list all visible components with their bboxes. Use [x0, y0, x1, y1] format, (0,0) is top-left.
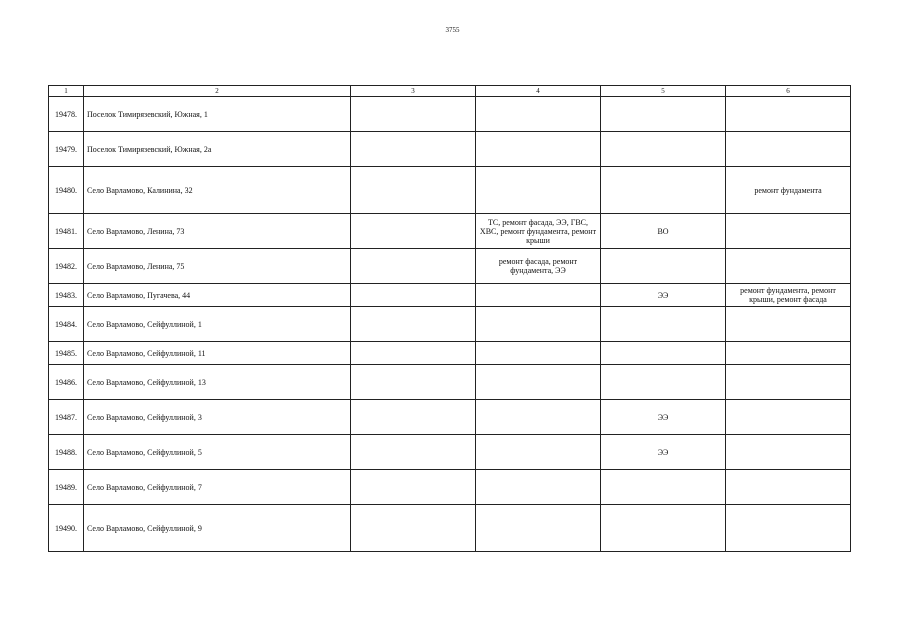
row-col4: [476, 342, 601, 365]
header-row: [49, 86, 851, 97]
row-col6: [726, 505, 851, 552]
row-col4: [476, 470, 601, 505]
table-header: [49, 86, 851, 97]
row-col3: [351, 435, 476, 470]
row-col6: [726, 365, 851, 400]
row-address: Село Варламово, Пугачева, 44: [84, 284, 351, 307]
row-col3: [351, 97, 476, 132]
row-number: 19484.: [49, 307, 84, 342]
column-header-6: 6: [726, 86, 851, 97]
row-number: 19487.: [49, 400, 84, 435]
row-col5: ВО: [601, 214, 726, 249]
row-col3: [351, 400, 476, 435]
row-col4: [476, 284, 601, 307]
row-col3: [351, 470, 476, 505]
row-col6: [726, 400, 851, 435]
row-address: Село Варламово, Сейфуллиной, 1: [84, 307, 351, 342]
table-row: [49, 249, 851, 284]
row-col6: [726, 97, 851, 132]
row-col3: [351, 365, 476, 400]
row-col5: [601, 505, 726, 552]
row-number: 19486.: [49, 365, 84, 400]
row-col6: [726, 132, 851, 167]
row-col5: ЭЭ: [601, 284, 726, 307]
row-col3: [351, 167, 476, 214]
table-row: [49, 307, 851, 342]
row-col3: [351, 284, 476, 307]
row-address: Село Варламово, Сейфуллиной, 7: [84, 470, 351, 505]
row-col6: [726, 342, 851, 365]
row-col4: ремонт фасада, ремонт фундамента, ЭЭ: [476, 249, 601, 284]
row-col3: [351, 132, 476, 167]
row-col4: [476, 435, 601, 470]
row-number: 19490.: [49, 505, 84, 552]
row-address: Село Варламово, Сейфуллиной, 3: [84, 400, 351, 435]
table-row: [49, 400, 851, 435]
row-col4: [476, 132, 601, 167]
row-col3: [351, 505, 476, 552]
row-col5: [601, 249, 726, 284]
row-col4: [476, 400, 601, 435]
row-address: Поселок Тимирязевский, Южная, 2а: [84, 132, 351, 167]
row-col5: [601, 470, 726, 505]
row-col4: [476, 97, 601, 132]
row-col3: [351, 214, 476, 249]
table-row: [49, 435, 851, 470]
row-number: 19488.: [49, 435, 84, 470]
row-col5: [601, 167, 726, 214]
column-header-5: 5: [601, 86, 726, 97]
row-col5: [601, 307, 726, 342]
column-header-2: 2: [84, 86, 351, 97]
row-col6: [726, 470, 851, 505]
table-row: [49, 470, 851, 505]
row-number: 19489.: [49, 470, 84, 505]
row-col5: ЭЭ: [601, 435, 726, 470]
row-col6: [726, 249, 851, 284]
row-address: Село Варламово, Калинина, 32: [84, 167, 351, 214]
row-col6: [726, 214, 851, 249]
row-col3: [351, 249, 476, 284]
row-col3: [351, 307, 476, 342]
row-number: 19479.: [49, 132, 84, 167]
row-number: 19478.: [49, 97, 84, 132]
row-col4: [476, 307, 601, 342]
row-number: 19485.: [49, 342, 84, 365]
row-col5: [601, 342, 726, 365]
table-body: [49, 97, 851, 552]
table-row: [49, 132, 851, 167]
row-address: Село Варламово, Сейфуллиной, 5: [84, 435, 351, 470]
column-header-1: 1: [49, 86, 84, 97]
table-row: [49, 214, 851, 249]
row-address: Село Варламово, Сейфуллиной, 9: [84, 505, 351, 552]
row-number: 19481.: [49, 214, 84, 249]
row-col5: [601, 132, 726, 167]
column-header-4: 4: [476, 86, 601, 97]
row-number: 19480.: [49, 167, 84, 214]
row-col4: [476, 505, 601, 552]
column-header-3: 3: [351, 86, 476, 97]
table-row: [49, 167, 851, 214]
row-col6: [726, 307, 851, 342]
row-col5: ЭЭ: [601, 400, 726, 435]
row-col6: [726, 435, 851, 470]
row-address: Село Варламово, Сейфуллиной, 13: [84, 365, 351, 400]
row-col4: ТС, ремонт фасада, ЭЭ, ГВС, ХВС, ремонт фундамента, ремонт крыши: [476, 214, 601, 249]
row-col4: [476, 365, 601, 400]
row-address: Поселок Тимирязевский, Южная, 1: [84, 97, 351, 132]
table-row: [49, 284, 851, 307]
row-number: 19483.: [49, 284, 84, 307]
row-address: Село Варламово, Ленина, 75: [84, 249, 351, 284]
row-col6: ремонт фундамента: [726, 167, 851, 214]
row-col5: [601, 365, 726, 400]
row-number: 19482.: [49, 249, 84, 284]
works-table: [48, 85, 851, 552]
row-col4: [476, 167, 601, 214]
row-address: Село Варламово, Ленина, 73: [84, 214, 351, 249]
table-row: [49, 365, 851, 400]
row-col3: [351, 342, 476, 365]
table-row: [49, 97, 851, 132]
table-row: [49, 342, 851, 365]
row-address: Село Варламово, Сейфуллиной, 11: [84, 342, 351, 365]
row-col6: ремонт фундамента, ремонт крыши, ремонт фасада: [726, 284, 851, 307]
table-row: [49, 505, 851, 552]
page-number: 3755: [445, 26, 460, 34]
row-col5: [601, 97, 726, 132]
